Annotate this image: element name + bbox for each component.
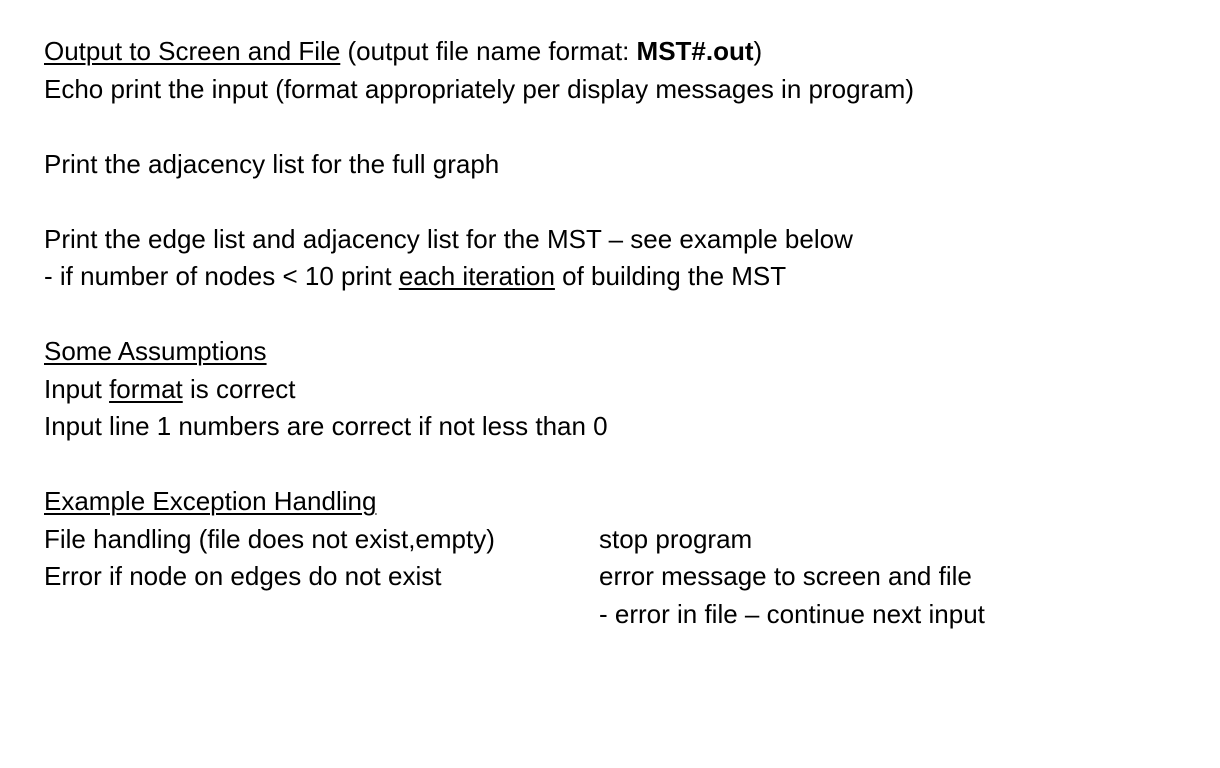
spacer: [44, 296, 1194, 334]
output-file-name: MST#.out: [636, 36, 754, 66]
output-heading: Output to Screen and File: [44, 36, 341, 66]
exception-action: error message to screen and file: [599, 561, 972, 591]
exception-action: stop program: [599, 523, 753, 554]
slide-content: [44, 33, 1194, 633]
output-heading-line: [44, 33, 1194, 71]
echo-line: Echo print the input (format appropriately per display messages in program): [44, 73, 914, 104]
spacer: [44, 446, 1194, 484]
iteration-line: [44, 258, 1194, 296]
spacer: [44, 108, 1194, 146]
exception-condition: File handling (file does not exist,empty): [44, 523, 495, 554]
exception-action: - error in file – continue next input: [599, 598, 985, 629]
adjacency-line: Print the adjacency list for the full graph: [44, 148, 500, 179]
exceptions-heading: Example Exception Handling: [44, 486, 377, 516]
output-format-prefix: (output file name format:: [340, 36, 637, 66]
exception-row: [44, 558, 1194, 596]
exception-row: [44, 521, 1194, 559]
exception-condition: [44, 596, 599, 634]
assumption-line1: Input line 1 numbers are correct if not less than 0: [44, 411, 608, 441]
iteration-prefix: - if number of nodes < 10 print: [44, 261, 399, 291]
exceptions-heading-line: [44, 483, 1194, 521]
exception-condition: Error if node on edges do not exist: [44, 561, 442, 591]
iteration-emphasis: each iteration: [398, 261, 555, 291]
output-format-suffix: ): [753, 36, 763, 66]
assumption-format-line: [44, 371, 1194, 409]
assumption-format-word: format: [109, 373, 183, 404]
assumption-format-prefix: Input: [44, 373, 110, 404]
iteration-suffix: of building the MST: [554, 261, 787, 291]
exception-row: [44, 596, 1194, 634]
assumptions-heading: Some Assumptions: [44, 336, 267, 366]
assumption-format-suffix: is correct: [182, 373, 296, 404]
assumptions-heading-line: [44, 333, 1194, 371]
edge-list-line: Print the edge list and adjacency list for the MST – see example below: [44, 223, 853, 254]
spacer: [44, 183, 1194, 221]
